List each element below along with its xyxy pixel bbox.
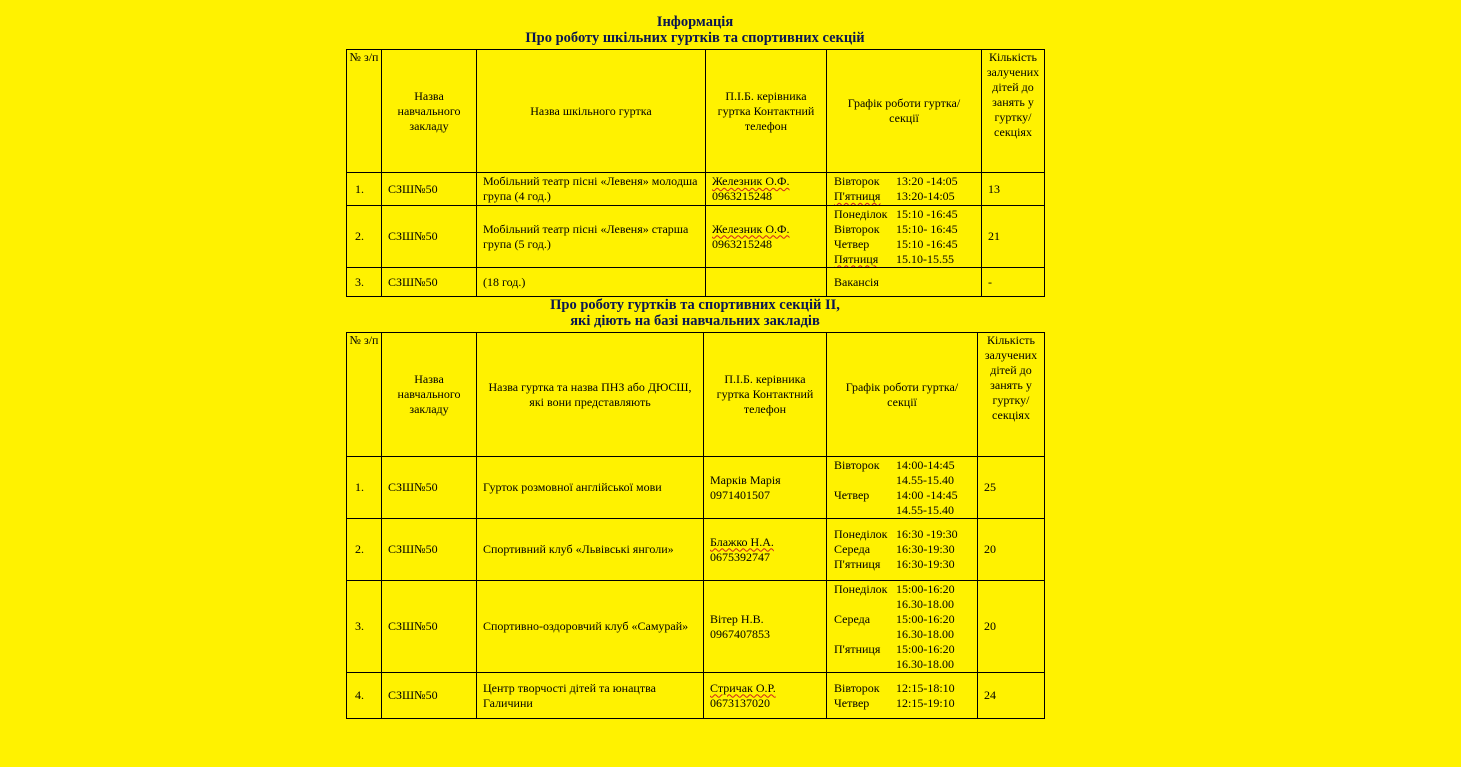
row-leader (704, 457, 827, 519)
row-club: Мобільний театр пісні «Левеня» молодша група (4 год.) (477, 173, 706, 206)
leader-phone: 0971401507 (710, 487, 770, 502)
schedule-line (834, 207, 977, 222)
row-count: 20 (978, 581, 1045, 673)
row-club: (18 год.) (477, 268, 706, 297)
schedule-time: 15.10-15.55 (896, 251, 954, 266)
schedule-time: 12:15-19:10 (896, 695, 955, 710)
schedule-day: Понеділок (834, 581, 888, 596)
schedule-line (834, 189, 977, 204)
schedule-line (834, 252, 977, 267)
schedule-line (834, 582, 973, 597)
schedule-day: Понеділок (834, 527, 888, 541)
schedule-time: 14:00 -14:45 (896, 487, 958, 502)
row-num: 4. (347, 673, 382, 719)
schedule-line (834, 681, 973, 696)
schedule-line (834, 503, 973, 518)
row-num: 1. (347, 173, 382, 206)
table-row (347, 268, 1045, 297)
header-leader: П.І.Б. керівника гуртка Контактний телефон (704, 333, 827, 457)
row-schedule (827, 206, 982, 268)
schedule-line (834, 612, 973, 627)
row-schedule (827, 581, 978, 673)
schedule-time: 12:15-18:10 (896, 680, 955, 695)
leader-name: Стричак О.Р. (710, 680, 776, 695)
schedule-time: 15:10 -16:45 (896, 206, 958, 221)
header-schedule: Графік роботи гуртка/ секції (827, 50, 982, 173)
leader-phone: 0967407853 (710, 626, 770, 641)
schedule-line (834, 458, 973, 473)
schedule-day: Середа (834, 611, 871, 626)
leader-name: Блажко Н.А. (710, 534, 774, 549)
row-club: Спортивно-оздоровчий клуб «Самурай» (477, 581, 704, 673)
schedule-day: Вівторок (834, 680, 880, 695)
header-club: Назва гуртка та назва ПНЗ або ДЮСШ, які вони представляють (477, 333, 704, 457)
leader-name: Железник О.Ф. (712, 174, 790, 188)
leader-phone: 0673137020 (710, 695, 770, 710)
schedule-line (834, 627, 973, 642)
schedule-day: Вівторок (834, 457, 880, 472)
schedule-line (834, 542, 973, 557)
title-line-1: Інформація (656, 14, 734, 30)
schedule-line (834, 473, 973, 488)
row-school: СЗШ№50 (382, 457, 477, 519)
school-clubs-table (346, 49, 1045, 297)
schedule-time: 16:30 -19:30 (896, 527, 958, 541)
schedule-day: Вівторок (834, 221, 880, 236)
schedule-day: Четвер (834, 695, 870, 710)
header-club: Назва шкільного гуртка (477, 50, 706, 173)
table-row (347, 206, 1045, 268)
schedule-line (834, 275, 977, 290)
schedule-time: 16.30-18.00 (896, 656, 954, 671)
row-leader (706, 268, 827, 297)
schedule-day: Вівторок (834, 174, 880, 188)
row-count: 13 (982, 173, 1045, 206)
row-count: 25 (978, 457, 1045, 519)
row-school: СЗШ№50 (382, 173, 477, 206)
row-count: - (982, 268, 1045, 297)
table-row (347, 673, 1045, 719)
schedule-time: 16:30-19:30 (896, 557, 955, 571)
table-header-row (347, 50, 1045, 173)
schedule-day: Понеділок (834, 206, 888, 221)
schedule-line (834, 642, 973, 657)
row-count: 21 (982, 206, 1045, 268)
schedule-line (834, 696, 973, 711)
header-leader: П.І.Б. керівника гуртка Контактний телефон (706, 50, 827, 173)
row-leader (704, 519, 827, 581)
table-row (347, 173, 1045, 206)
schedule-time: 14.55-15.40 (896, 502, 954, 517)
leader-phone: 0963215248 (712, 236, 772, 251)
schedule-time: 16.30-18.00 (896, 626, 954, 641)
row-leader (706, 206, 827, 268)
schedule-line (834, 527, 973, 542)
leader-name: Марків Марія (710, 472, 781, 487)
schedule-time: 16:30-19:30 (896, 542, 955, 556)
schedule-line (834, 237, 977, 252)
row-num: 1. (347, 457, 382, 519)
row-schedule (827, 519, 978, 581)
schedule-line (834, 174, 977, 189)
table-row (347, 519, 1045, 581)
schedule-day: Вакансія (834, 274, 879, 289)
row-num: 3. (347, 268, 382, 297)
schedule-time: 14:00-14:45 (896, 457, 955, 472)
row-num: 2. (347, 206, 382, 268)
row-schedule (827, 673, 978, 719)
row-club: Гурток розмовної англійської мови (477, 457, 704, 519)
row-school: СЗШ№50 (382, 206, 477, 268)
schedule-line (834, 222, 977, 237)
schedule-line (834, 597, 973, 612)
header-num: № з/п (347, 50, 382, 173)
table-row (347, 457, 1045, 519)
schedule-day: Четвер (834, 487, 870, 502)
schedule-line (834, 557, 973, 572)
header-count: Кількість залучених дітей до занять у гуртку/ секціях (982, 50, 1045, 173)
leader-phone: 0963215248 (712, 189, 772, 203)
table-header-row (347, 333, 1045, 457)
section-title-line-1: Про роботу гуртків та спортивних секцій ІІ, (550, 297, 840, 313)
row-school: СЗШ№50 (382, 581, 477, 673)
header-school: Назва навчального закладу (382, 333, 477, 457)
leader-name: Железник О.Ф. (712, 221, 790, 236)
schedule-time: 13:20 -14:05 (896, 174, 958, 188)
row-school: СЗШ№50 (382, 268, 477, 297)
row-school: СЗШ№50 (382, 519, 477, 581)
row-leader (704, 581, 827, 673)
schedule-day: П'ятниця (834, 557, 881, 571)
row-num: 3. (347, 581, 382, 673)
table-row (347, 581, 1045, 673)
schedule-time: 15:00-16:20 (896, 641, 955, 656)
header-school: Назва навчального закладу (382, 50, 477, 173)
row-school: СЗШ№50 (382, 673, 477, 719)
schedule-time: 15:10- 16:45 (896, 221, 958, 236)
row-leader (706, 173, 827, 206)
row-num: 2. (347, 519, 382, 581)
schedule-day: П'ятниця (834, 189, 881, 203)
schedule-time: 15:00-16:20 (896, 581, 955, 596)
schedule-day: Середа (834, 542, 871, 556)
schedule-time: 13:20-14:05 (896, 189, 955, 203)
schedule-time: 16.30-18.00 (896, 596, 954, 611)
header-schedule: Графік роботи гуртка/ секції (827, 333, 978, 457)
row-schedule (827, 173, 982, 206)
section-title (346, 297, 1044, 329)
row-leader (704, 673, 827, 719)
header-num: № з/п (347, 333, 382, 457)
section-title-line-2: які діють на базі навчальних закладів (570, 313, 820, 329)
row-schedule (827, 457, 978, 519)
schedule-day: Пятниця (834, 251, 879, 266)
header-count: Кількість залучених дітей до занять у гуртку/ секціях (978, 333, 1045, 457)
external-clubs-table (346, 332, 1045, 719)
row-club: Мобільний театр пісні «Левеня» старша група (5 год.) (477, 206, 706, 268)
schedule-line (834, 488, 973, 503)
schedule-time: 14.55-15.40 (896, 472, 954, 487)
document-title (346, 14, 1044, 46)
row-schedule (827, 268, 982, 297)
schedule-day: Четвер (834, 236, 870, 251)
leader-phone: 0675392747 (710, 549, 770, 564)
row-count: 24 (978, 673, 1045, 719)
schedule-day: П'ятниця (834, 641, 881, 656)
schedule-time: 15:10 -16:45 (896, 236, 958, 251)
leader-name: Вітер Н.В. (710, 611, 764, 626)
title-line-2: Про роботу шкільних гуртків та спортивних секцій (525, 30, 865, 46)
row-count: 20 (978, 519, 1045, 581)
row-club: Центр творчості дітей та юнацтва Галичини (477, 673, 704, 719)
row-club: Спортивний клуб «Львівські янголи» (477, 519, 704, 581)
schedule-time: 15:00-16:20 (896, 611, 955, 626)
schedule-line (834, 657, 973, 672)
